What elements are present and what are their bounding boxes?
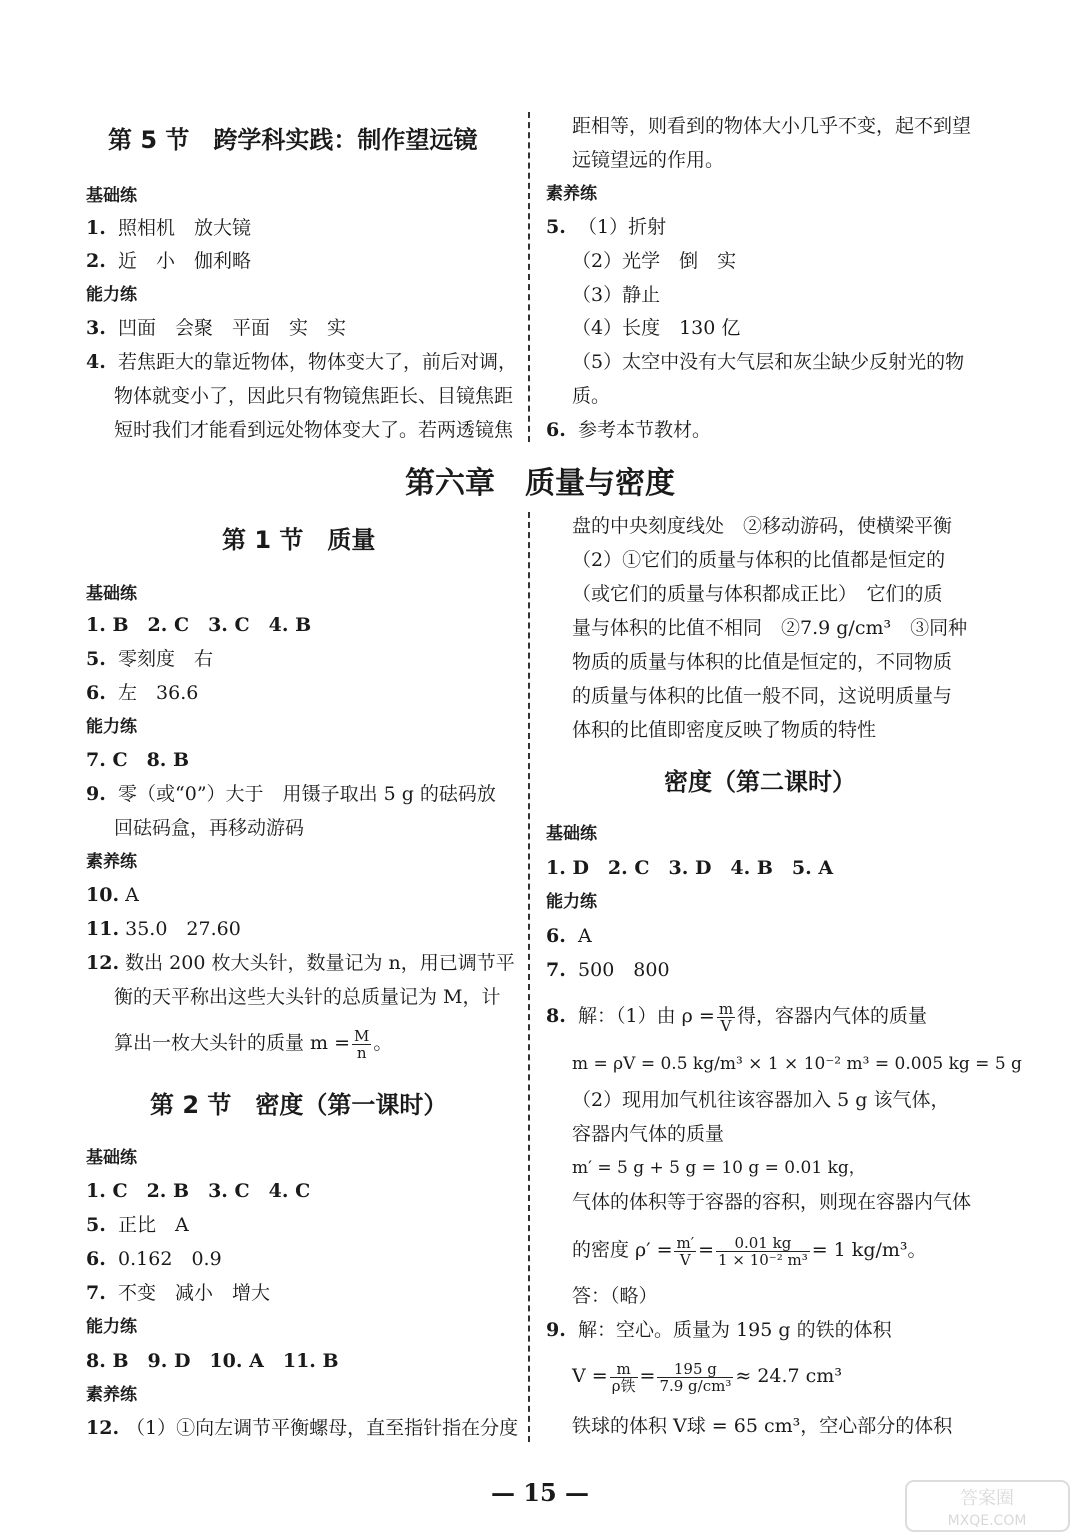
answer-item: 1. 照相机 放大镜 <box>86 217 252 239</box>
category-ability: 能力练 <box>546 892 597 912</box>
answer-text: （2）现用加气机往该容器加入 5 g 该气体， <box>572 1089 950 1111</box>
answer-item: 11. 35.0 27.60 <box>86 918 241 940</box>
answer-text: 距相等，则看到的物体大小几乎不变，起不到望 <box>572 115 972 137</box>
category-basic: 基础练 <box>86 584 137 604</box>
answer-text: 盘的中央刻度线处 ②移动游码，使横梁平衡 <box>572 515 953 537</box>
fraction: $\frac{m}{V}$ <box>718 999 734 1035</box>
answer-item: 7. 不变 减小 增大 <box>86 1282 271 1304</box>
category-literacy: 素养练 <box>546 184 597 204</box>
answer-item: 3. 凹面 会聚 平面 实 实 <box>86 317 347 339</box>
answer-item: 4. 若焦距大的靠近物体，物体变大了，前后对调， <box>86 351 518 373</box>
fraction: $\frac{m}{\text{ρ铁}}$ <box>611 1359 636 1395</box>
answer-text: （4）长度 130 亿 <box>572 317 741 339</box>
column-divider <box>528 112 530 442</box>
fraction: $\frac{M}{n}$ <box>354 1026 370 1062</box>
answer-text: 物体就变小了，因此只有物镜焦距长、目镜焦距 <box>114 385 514 407</box>
answer-text: （2）①它们的质量与体积的比值都是恒定的 <box>572 549 946 571</box>
answer-item: 12. 数出 200 枚大头针，数量记为 n，用已调节平 <box>86 952 515 974</box>
answer-item: 6. 0.162 0.9 <box>86 1248 222 1270</box>
column-divider <box>528 512 530 1442</box>
chapter-title: 第六章 质量与密度 <box>405 466 675 501</box>
answer-text: 短时我们才能看到远处物体变大了。若两透镜焦 <box>114 419 514 441</box>
watermark-logo <box>905 1480 1070 1532</box>
answer-text: 容器内气体的质量 <box>572 1123 725 1145</box>
answer-row: 1. D 2. C 3. D 4. B 5. A <box>546 857 834 879</box>
answer-item: 5. 零刻度 右 <box>86 648 214 670</box>
answer-text: 质。 <box>572 385 611 407</box>
answer-text: 物质的质量与体积的比值是恒定的，不同物质 <box>572 651 953 673</box>
answer-row: 1. B 2. C 3. C 4. B <box>86 614 312 636</box>
answer-text: （5）太空中没有大气层和灰尘缺少反射光的物 <box>572 351 965 373</box>
answer-text: 远镜望远的作用。 <box>572 149 725 171</box>
answer-item: 9. 零（或“0”）大于 用镊子取出 5 g 的砝码放 <box>86 783 496 805</box>
fraction: $\frac{195 g}{\text{7.9 g/cm³}}$ <box>659 1359 732 1395</box>
answer-item: 6. 左 36.6 <box>86 682 199 704</box>
answer-equation: 的密度 ρ′ = $\frac{m'}{V}$ = $\frac{0.01 kg}{\text{1 × 10⁻² m³}}$ = 1 kg/m³。 <box>572 1233 927 1269</box>
answer-text: （或它们的质量与体积都成正比） 它们的质 <box>572 583 943 605</box>
category-basic: 基础练 <box>86 1148 137 1168</box>
category-literacy: 素养练 <box>86 1385 137 1405</box>
answer-item: 12. （1）①向左调节平衡螺母，直至指针指在分度 <box>86 1417 519 1439</box>
answer-equation: m′ = 5 g + 5 g = 10 g = 0.01 kg， <box>572 1158 866 1178</box>
answer-item: 5. （1）折射 <box>546 216 667 238</box>
category-ability: 能力练 <box>86 1317 137 1337</box>
svg-text:答案圈: 答案圈 <box>960 1488 1014 1509</box>
answer-item: 2. 近 小 伽利略 <box>86 250 252 272</box>
fraction: $\frac{0.01 kg}{\text{1 × 10⁻² m³}}$ <box>718 1233 808 1269</box>
answer-text: （3）静止 <box>572 284 661 306</box>
answer-text: 算出一枚大头针的质量 m = $\frac{M}{n}$ 。 <box>114 1026 393 1062</box>
category-basic: 基础练 <box>546 824 597 844</box>
category-ability: 能力练 <box>86 285 137 305</box>
answer-item: 7. 500 800 <box>546 959 670 981</box>
answer-text: 回砝码盒，再移动游码 <box>114 817 305 839</box>
answer-item: 6. A <box>546 925 592 947</box>
section-title-density-2: 密度（第二课时） <box>664 768 856 796</box>
answer-item: 9. 解：空心。质量为 195 g 的铁的体积 <box>546 1319 892 1341</box>
category-basic: 基础练 <box>86 186 137 206</box>
answer-text: 的质量与体积的比值一般不同，这说明质量与 <box>572 685 953 707</box>
answer-text: 气体的体积等于容器的容积，则现在容器内气体 <box>572 1191 972 1213</box>
page-number: — 15 — <box>490 1478 590 1507</box>
svg-text:MXQE.COM: MXQE.COM <box>947 1513 1027 1529</box>
category-ability: 能力练 <box>86 717 137 737</box>
section-title-1: 第 1 节 质量 <box>222 526 376 554</box>
answer-item: 10. A <box>86 884 139 906</box>
section-title-2: 第 2 节 密度（第一课时） <box>150 1091 448 1119</box>
answer-row: 8. B 9. D 10. A 11. B <box>86 1350 339 1372</box>
answer-item: 5. 正比 A <box>86 1214 189 1236</box>
answer-equation: V = $\frac{m}{\text{ρ铁}}$ = $\frac{195 g}{\text{7.9 g/cm³}}$ ≈ 24.7 cm³ <box>572 1359 842 1395</box>
answer-equation: m = ρV = 0.5 kg/m³ × 1 × 10⁻² m³ = 0.005 kg = 5 g <box>572 1054 1022 1074</box>
answer-text: 答：（略） <box>572 1285 658 1307</box>
answer-text: 铁球的体积 V球 = 65 cm³，空心部分的体积 <box>572 1415 953 1437</box>
answer-text: （2）光学 倒 实 <box>572 250 737 272</box>
answer-row: 7. C 8. B <box>86 749 190 771</box>
answer-text: 体积的比值即密度反映了物质的特性 <box>572 719 877 741</box>
answer-item: 6. 参考本节教材。 <box>546 419 712 441</box>
category-literacy: 素养练 <box>86 852 137 872</box>
answer-text: 衡的天平称出这些大头针的总质量记为 M，计 <box>114 986 501 1008</box>
answer-text: 量与体积的比值不相同 ②7.9 g/cm³ ③同种 <box>572 617 968 639</box>
answer-row: 1. C 2. B 3. C 4. C <box>86 1180 311 1202</box>
answer-item: 8. 解：（1）由 ρ = $\frac{m}{V}$ 得，容器内气体的质量 <box>546 999 928 1035</box>
section-title-5: 第 5 节 跨学科实践：制作望远镜 <box>108 126 478 154</box>
fraction: $\frac{m'}{V}$ <box>676 1233 695 1269</box>
